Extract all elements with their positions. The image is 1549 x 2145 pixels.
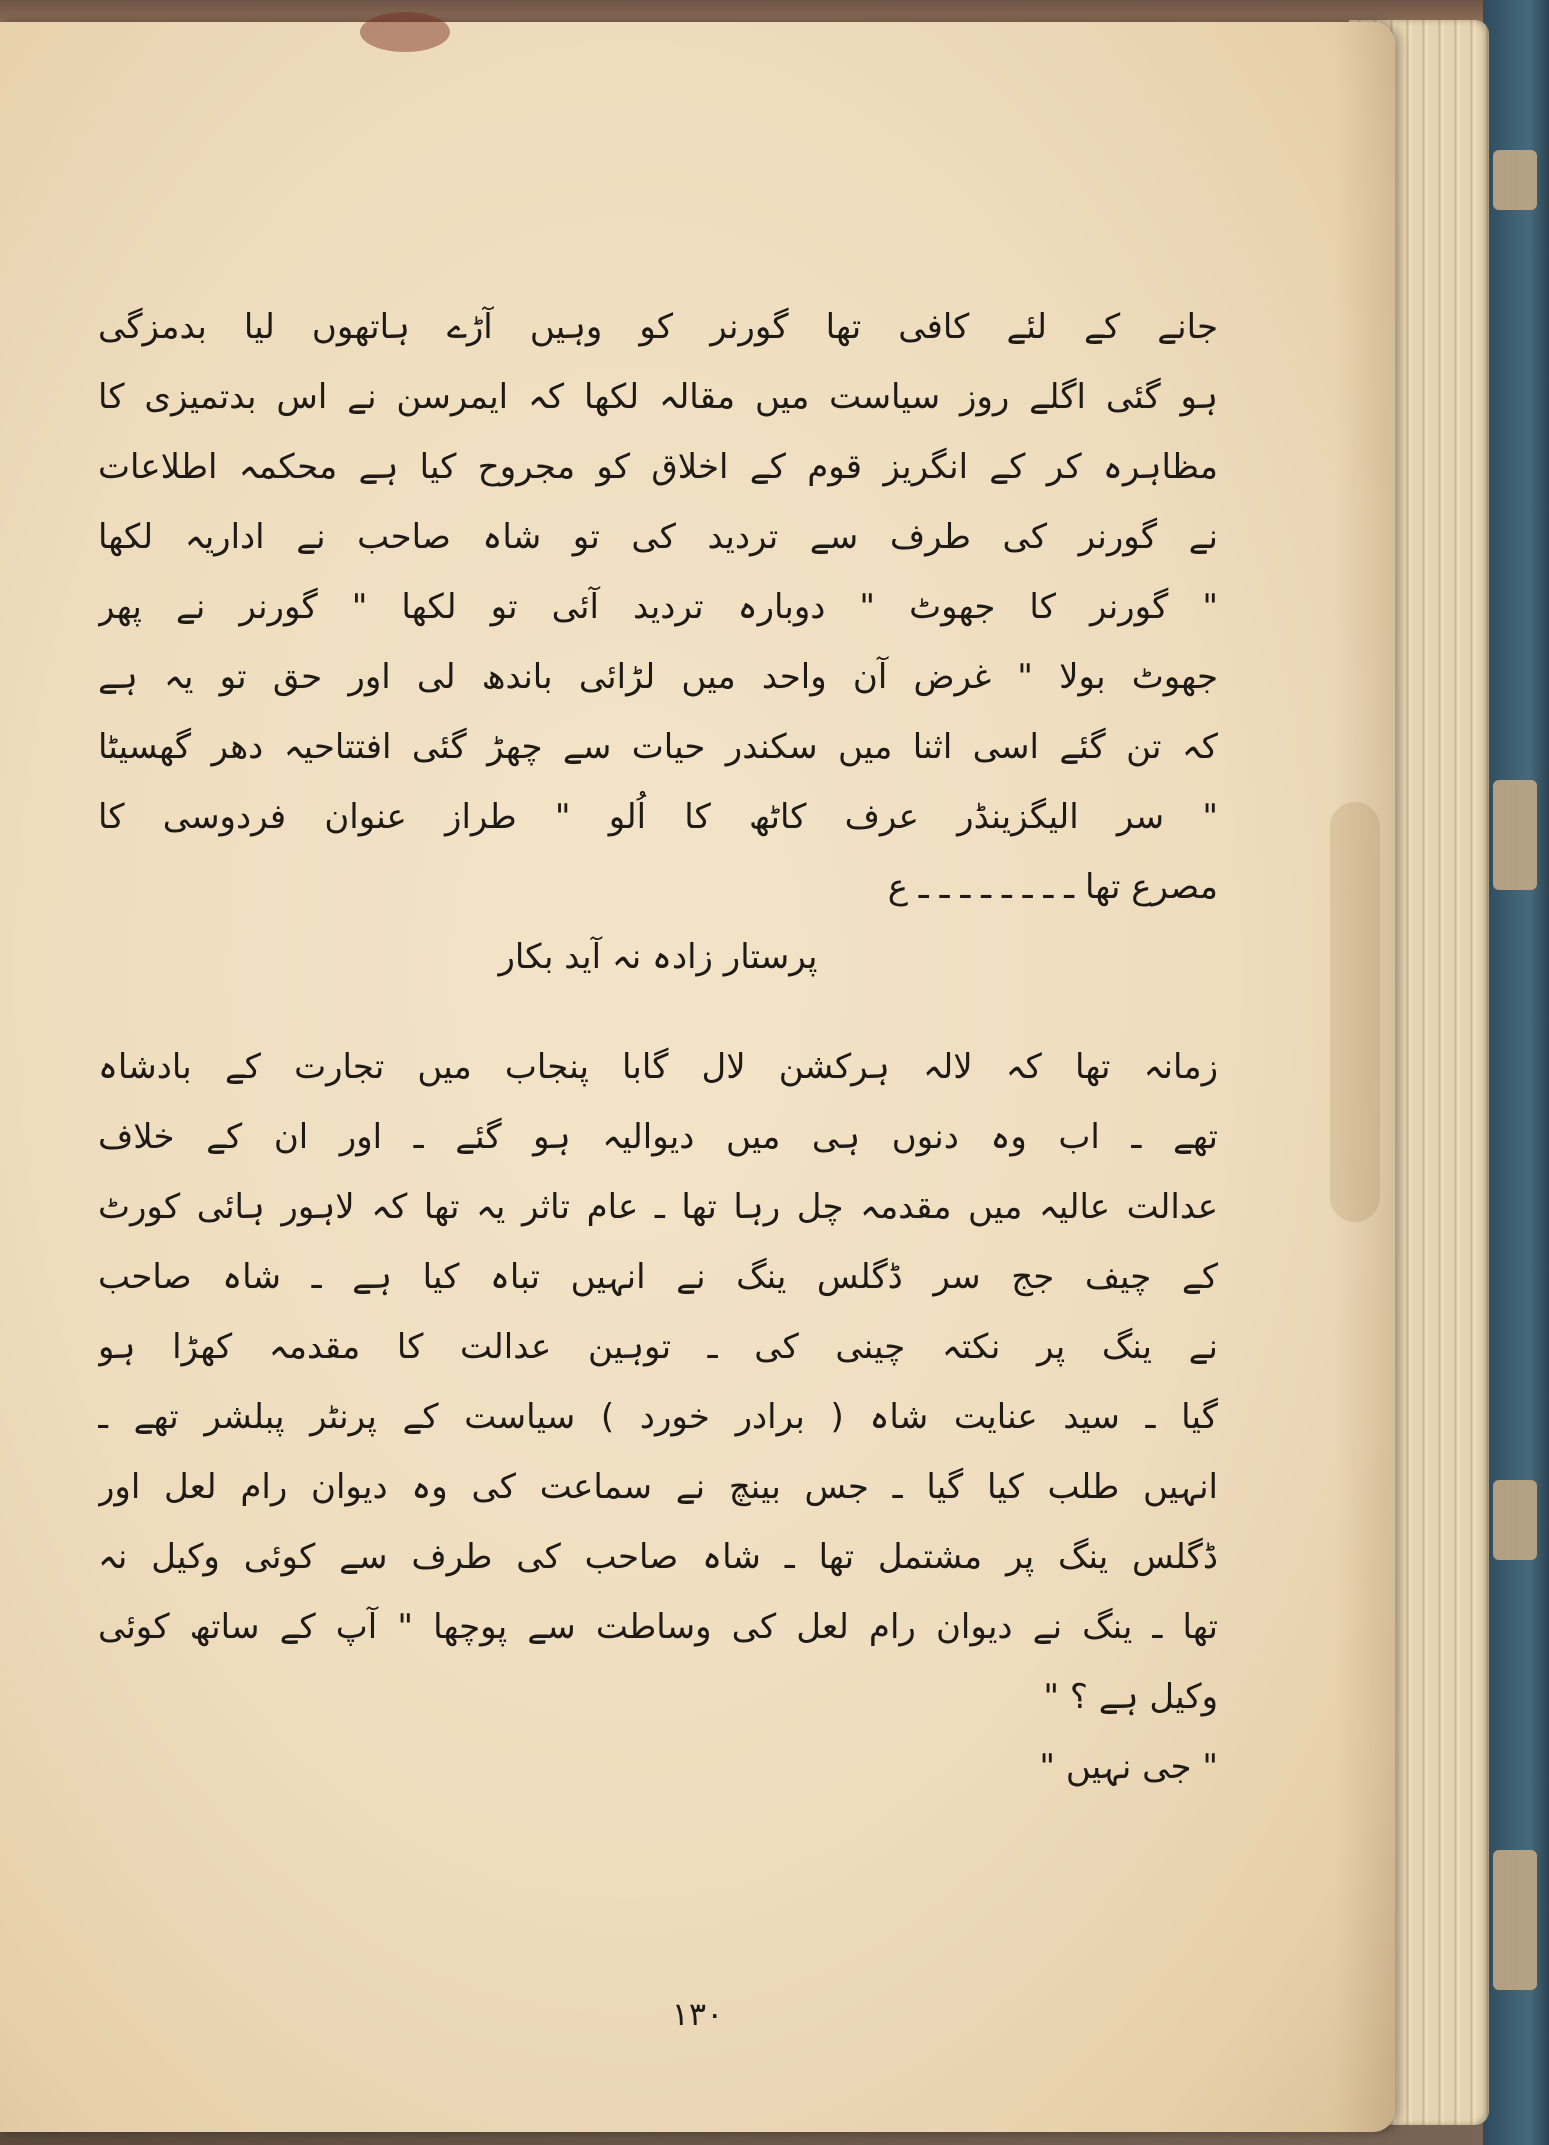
text-line: جھوٹ بولا " غرض آن واحد میں لڑائی باندھ لی اور حق تو یہ ہے (98, 657, 1218, 697)
text-line: گیا ـ سید عنایت شاہ ( برادر خورد ) سیاست کے پرنٹر پبلشر تھے ـ (98, 1397, 1218, 1437)
text-line: نے ینگ پر نکتہ چینی کی ـ توہین عدالت کا مقدمہ کھڑا ہو (98, 1327, 1218, 1367)
text-line: وکیل ہے ؟ " (1043, 1677, 1218, 1717)
book-cover-edge (1483, 0, 1549, 2145)
cover-wear-mark (1493, 150, 1537, 210)
page-text (98, 292, 1218, 1802)
paragraph-gap (98, 992, 1218, 1032)
text-line: عدالت عالیہ میں مقدمہ چل رہا تھا ـ عام تاثر یہ تھا کہ لاہور ہائی کورٹ (98, 1187, 1218, 1227)
verse-line: پرستار زادہ نہ آید بکار (498, 937, 818, 977)
text-line: کے چیف جج سر ڈگلس ینگ نے انہیں تباہ کیا ہے ـ شاہ صاحب (98, 1257, 1218, 1297)
cover-wear-mark (1493, 780, 1537, 890)
text-line: ڈگلس ینگ پر مشتمل تھا ـ شاہ صاحب کی طرف سے کوئی وکیل نہ (98, 1537, 1218, 1577)
page-number: ۱۳۰ (671, 1995, 724, 2033)
text-line: مظاہرہ کر کے انگریز قوم کے اخلاق کو مجروح کیا ہے محکمہ اطلاعات (98, 447, 1218, 487)
paper-stain (360, 12, 450, 52)
text-line: مصرع تھا ـ ـ ـ ـ ـ ـ ـ ـ ع (887, 867, 1218, 907)
text-line: ہو گئی اگلے روز سیاست میں مقالہ لکھا کہ ایمرسن نے اس بدتمیزی کا (98, 377, 1218, 417)
text-line: کہ تن گئے اسی اثنا میں سکندر حیات سے چھڑ گئی افتتاحیہ دھر گھسیٹا (98, 727, 1218, 767)
text-line: انہیں طلب کیا گیا ـ جس بینچ نے سماعت کی وہ دیوان رام لعل اور (98, 1467, 1218, 1507)
cover-wear-mark (1493, 1480, 1537, 1560)
text-line: تھا ـ ینگ نے دیوان رام لعل کی وساطت سے پوچھا " آپ کے ساتھ کوئی (98, 1607, 1218, 1647)
book-page (0, 22, 1395, 2132)
text-line: تھے ـ اب وہ دنوں ہی میں دیوالیہ ہو گئے ـ اور ان کے خلاف (98, 1117, 1218, 1157)
cover-wear-mark (1493, 1850, 1537, 1990)
text-line: نے گورنر کی طرف سے تردید کی تو شاہ صاحب نے اداریہ لکھا (98, 517, 1218, 557)
text-line: " گورنر کا جھوٹ " دوبارہ تردید آئی تو لکھا " گورنر نے پھر (98, 587, 1218, 627)
text-line: " سر الیگزینڈر عرف کاٹھ کا اُلو " طراز عنوان فردوسی کا (98, 797, 1218, 837)
text-line: زمانہ تھا کہ لالہ ہرکشن لال گابا پنجاب میں تجارت کے بادشاہ (98, 1047, 1218, 1087)
text-line: " جی نہیں " (1039, 1747, 1218, 1787)
paper-stain (1330, 802, 1380, 1222)
text-line: جانے کے لئے کافی تھا گورنر کو وہیں آڑے ہاتھوں لیا بدمزگی (98, 307, 1218, 347)
